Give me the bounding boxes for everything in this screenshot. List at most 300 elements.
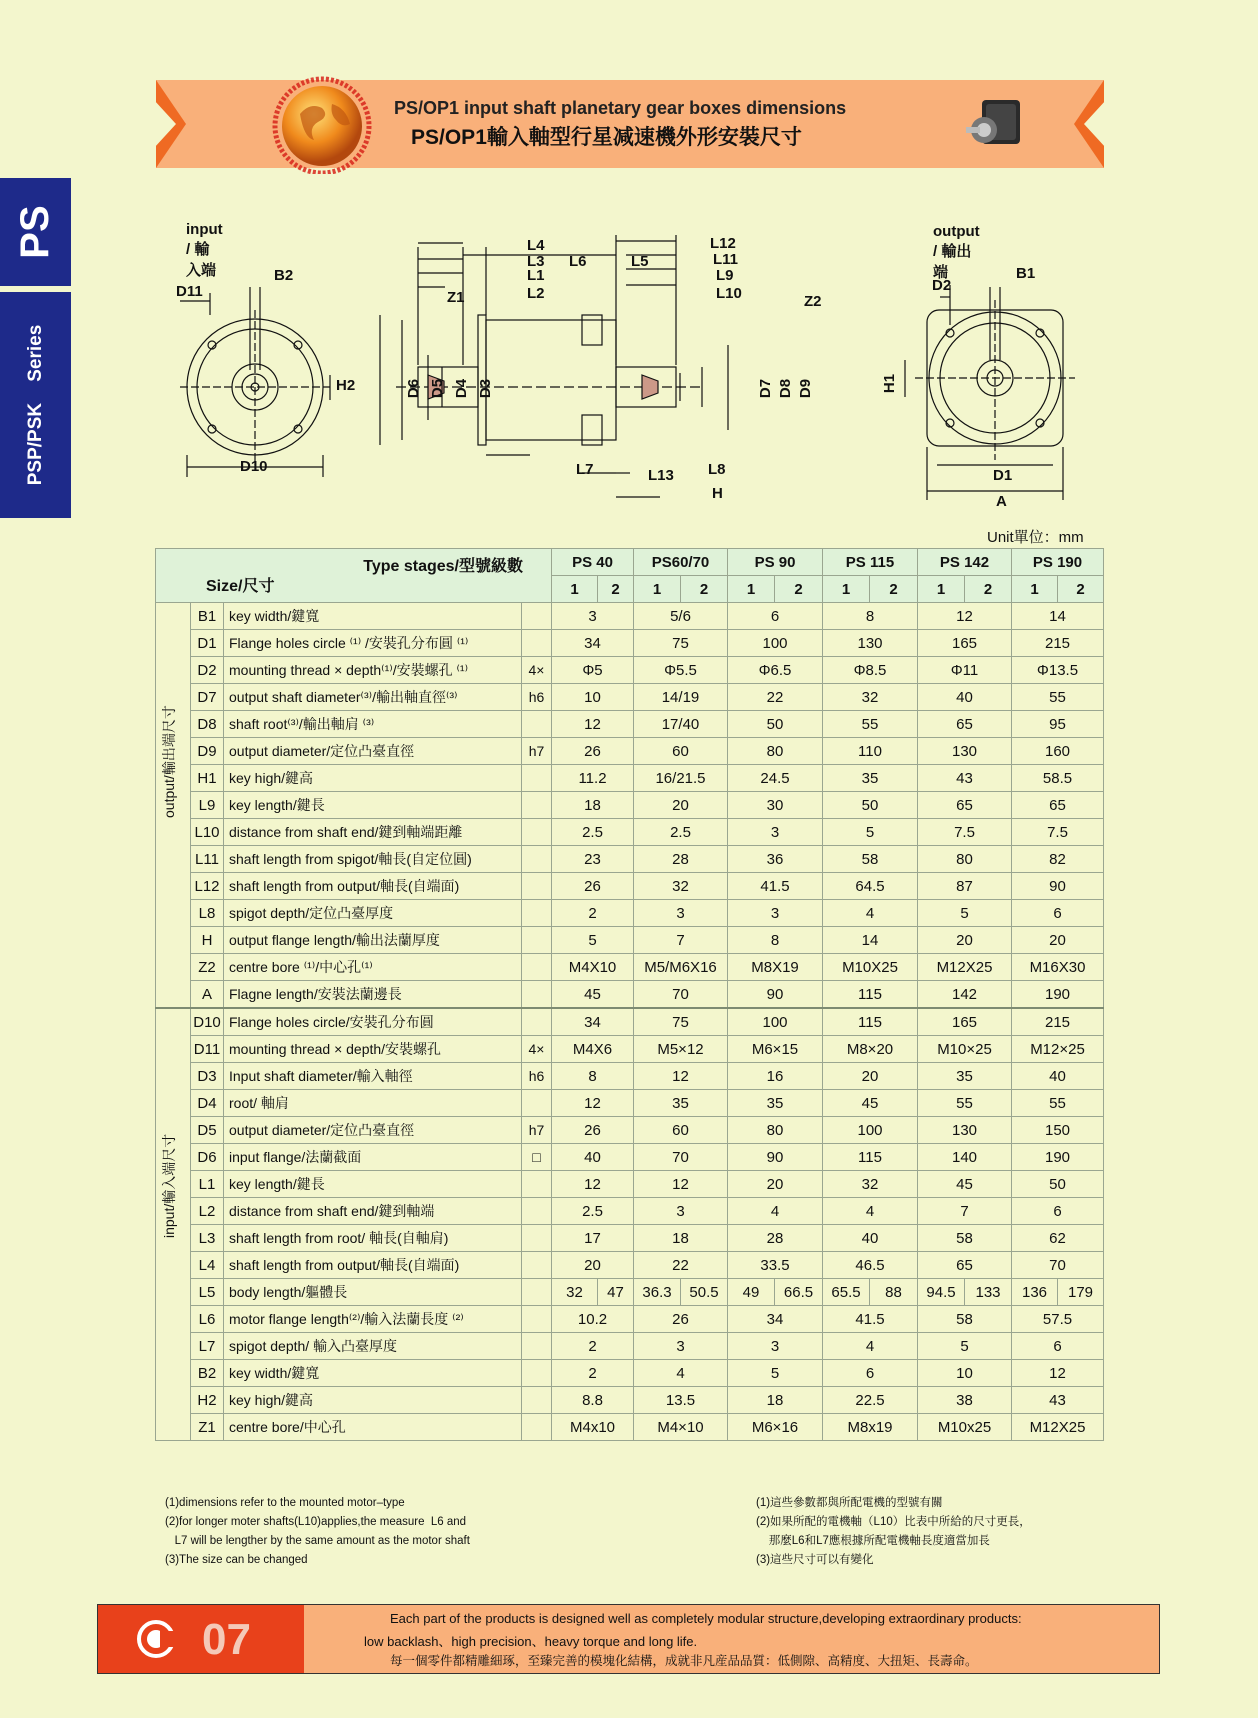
value-cell: 8 bbox=[552, 1063, 634, 1090]
label-L9: L9 bbox=[716, 267, 734, 284]
value-cell: 28 bbox=[634, 846, 728, 873]
value-cell: M10x25 bbox=[918, 1414, 1012, 1441]
value-cell: 45 bbox=[552, 981, 634, 1009]
value-cell: 34 bbox=[552, 630, 634, 657]
value-cell: 75 bbox=[634, 630, 728, 657]
value-cell: 58 bbox=[918, 1306, 1012, 1333]
row-code: L7 bbox=[191, 1333, 224, 1360]
row-code: D5 bbox=[191, 1117, 224, 1144]
value-cell: 55 bbox=[918, 1090, 1012, 1117]
stage-header: 1 bbox=[634, 576, 681, 603]
row-desc: shaft length from output/軸長(自端面) bbox=[224, 1252, 522, 1279]
label-L10: L10 bbox=[716, 285, 742, 302]
value-cell: 20 bbox=[1012, 927, 1104, 954]
label-L3: L3 bbox=[527, 253, 545, 270]
value-cell: 35 bbox=[823, 765, 918, 792]
notes-english bbox=[165, 1494, 470, 1570]
row-code: L6 bbox=[191, 1306, 224, 1333]
value-cell: 110 bbox=[823, 738, 918, 765]
value-cell: 5 bbox=[728, 1360, 823, 1387]
value-cell: 8.8 bbox=[552, 1387, 634, 1414]
table-row bbox=[156, 1306, 1104, 1333]
table-row bbox=[156, 819, 1104, 846]
value-cell: 12 bbox=[918, 603, 1012, 630]
row-mark: h7 bbox=[522, 738, 552, 765]
value-cell: 130 bbox=[918, 738, 1012, 765]
row-desc: motor flange length⁽²⁾/輸入法蘭長度 ⁽²⁾ bbox=[224, 1306, 522, 1333]
value-cell: 40 bbox=[552, 1144, 634, 1171]
value-cell: 190 bbox=[1012, 1144, 1104, 1171]
row-desc: mounting thread × depth⁽¹⁾/安裝螺孔 ⁽¹⁾ bbox=[224, 657, 522, 684]
value-cell: 28 bbox=[728, 1225, 823, 1252]
value-cell: 2 bbox=[552, 900, 634, 927]
side-tab-ps-label: PS bbox=[13, 205, 57, 259]
stage-header: 2 bbox=[598, 576, 634, 603]
value-cell: 50 bbox=[823, 792, 918, 819]
row-desc: key width/鍵寬 bbox=[224, 603, 522, 630]
row-code: Z2 bbox=[191, 954, 224, 981]
value-cell: 100 bbox=[823, 1117, 918, 1144]
value-cell: 35 bbox=[918, 1063, 1012, 1090]
stage-header: 1 bbox=[1012, 576, 1058, 603]
row-code: L4 bbox=[191, 1252, 224, 1279]
value-cell: 100 bbox=[728, 630, 823, 657]
value-cell: 22 bbox=[634, 1252, 728, 1279]
side-tab-series-label: PSP/PSK Series bbox=[24, 324, 46, 486]
value-cell: 6 bbox=[728, 603, 823, 630]
row-desc: distance from shaft end/鍵到軸端距離 bbox=[224, 819, 522, 846]
value-cell: 4 bbox=[823, 900, 918, 927]
value-cell: Φ11 bbox=[918, 657, 1012, 684]
footer-page-box bbox=[98, 1605, 304, 1673]
value-cell: Φ13.5 bbox=[1012, 657, 1104, 684]
value-cell: 3 bbox=[728, 1333, 823, 1360]
value-cell: M4x10 bbox=[552, 1414, 634, 1441]
value-cell: 26 bbox=[552, 873, 634, 900]
row-mark: h6 bbox=[522, 1063, 552, 1090]
value-cell: 3 bbox=[728, 819, 823, 846]
value-cell: 20 bbox=[634, 792, 728, 819]
value-cell: Φ8.5 bbox=[823, 657, 918, 684]
label-H1: H1 bbox=[881, 373, 899, 394]
value-cell: 7.5 bbox=[1012, 819, 1104, 846]
value-cell: 58 bbox=[823, 846, 918, 873]
value-cell: 17/40 bbox=[634, 711, 728, 738]
stage-header: 2 bbox=[870, 576, 918, 603]
value-cell: 14 bbox=[1012, 603, 1104, 630]
label-D3: D3 bbox=[477, 378, 495, 399]
table-row bbox=[156, 1171, 1104, 1198]
row-mark bbox=[522, 1387, 552, 1414]
value-cell: 34 bbox=[728, 1306, 823, 1333]
note-line: 那麼L6和L7應根據所配電機軸長度適當加長 bbox=[756, 1535, 990, 1547]
row-mark bbox=[522, 1279, 552, 1306]
row-desc: shaft length from output/軸長(自端面) bbox=[224, 873, 522, 900]
type-stages-header: Type stages/型號級數 bbox=[363, 558, 523, 575]
row-code: D7 bbox=[191, 684, 224, 711]
table-row bbox=[156, 846, 1104, 873]
row-mark bbox=[522, 1008, 552, 1036]
model-header: PS 115 bbox=[823, 549, 918, 576]
label-D5: D5 bbox=[429, 378, 447, 399]
row-mark bbox=[522, 603, 552, 630]
value-cell: 14 bbox=[823, 927, 918, 954]
table-row bbox=[156, 1117, 1104, 1144]
value-cell: 35 bbox=[634, 1090, 728, 1117]
value-cell: 40 bbox=[823, 1225, 918, 1252]
value-cell: 22 bbox=[728, 684, 823, 711]
row-code: L2 bbox=[191, 1198, 224, 1225]
side-tab-ps bbox=[0, 178, 71, 286]
value-cell: 2.5 bbox=[634, 819, 728, 846]
row-code: L9 bbox=[191, 792, 224, 819]
value-cell: 18 bbox=[552, 792, 634, 819]
footer-line-2: low backlash、high precision、heavy torque and long life. bbox=[364, 1634, 698, 1649]
row-desc: shaft root⁽³⁾/輸出軸肩 ⁽³⁾ bbox=[224, 711, 522, 738]
row-mark: □ bbox=[522, 1144, 552, 1171]
table-corner-header bbox=[156, 549, 552, 603]
value-cell: 17 bbox=[552, 1225, 634, 1252]
value-cell: 7.5 bbox=[918, 819, 1012, 846]
row-mark: h6 bbox=[522, 684, 552, 711]
value-cell: 82 bbox=[1012, 846, 1104, 873]
value-cell: 136 bbox=[1012, 1279, 1058, 1306]
value-cell: 165 bbox=[918, 630, 1012, 657]
table-row bbox=[156, 1036, 1104, 1063]
label-L6: L6 bbox=[569, 253, 587, 270]
label-D1: D1 bbox=[993, 467, 1013, 484]
output-end-label: output / 輸出端 bbox=[933, 223, 980, 281]
value-cell: 22.5 bbox=[823, 1387, 918, 1414]
value-cell: 20 bbox=[552, 1252, 634, 1279]
value-cell: 3 bbox=[634, 900, 728, 927]
value-cell: 13.5 bbox=[634, 1387, 728, 1414]
value-cell: 142 bbox=[918, 981, 1012, 1009]
value-cell: 60 bbox=[634, 738, 728, 765]
row-code: L3 bbox=[191, 1225, 224, 1252]
row-desc: shaft length from root/ 軸長(自軸肩) bbox=[224, 1225, 522, 1252]
value-cell: 66.5 bbox=[775, 1279, 823, 1306]
label-Z2: Z2 bbox=[804, 293, 822, 310]
row-mark bbox=[522, 1333, 552, 1360]
value-cell: 58.5 bbox=[1012, 765, 1104, 792]
value-cell: 5 bbox=[918, 900, 1012, 927]
label-D10: D10 bbox=[240, 458, 268, 475]
value-cell: 55 bbox=[823, 711, 918, 738]
value-cell: 115 bbox=[823, 1008, 918, 1036]
value-cell: 179 bbox=[1058, 1279, 1104, 1306]
row-desc: spigot depth/ 輸入凸臺厚度 bbox=[224, 1333, 522, 1360]
value-cell: 49 bbox=[728, 1279, 775, 1306]
group-label-text: output/輸出端尺寸 bbox=[161, 705, 177, 818]
banner-left-notch bbox=[154, 100, 176, 148]
label-L11: L11 bbox=[713, 251, 739, 268]
value-cell: 133 bbox=[965, 1279, 1012, 1306]
row-desc: output diameter/定位凸臺直徑 bbox=[224, 1117, 522, 1144]
note-line: (2)for longer moter shafts(L10)applies,the measure L6 and bbox=[165, 1516, 467, 1528]
label-L12: L12 bbox=[710, 235, 736, 252]
table-row bbox=[156, 738, 1104, 765]
unit-label: Unit單位：mm bbox=[987, 529, 1084, 546]
value-cell: 12 bbox=[552, 1090, 634, 1117]
row-desc: key high/鍵高 bbox=[224, 1387, 522, 1414]
table-row bbox=[156, 1008, 1104, 1036]
model-header: PS 40 bbox=[552, 549, 634, 576]
value-cell: M10×25 bbox=[918, 1036, 1012, 1063]
title-en: PS/OP1 input shaft planetary gear boxes dimensions bbox=[394, 98, 847, 118]
value-cell: 12 bbox=[552, 711, 634, 738]
group-label bbox=[156, 603, 191, 1009]
value-cell: 23 bbox=[552, 846, 634, 873]
row-mark bbox=[522, 1306, 552, 1333]
table-row bbox=[156, 900, 1104, 927]
note-line: (1)這些參數都與所配電機的型號有關 bbox=[756, 1497, 943, 1509]
row-mark bbox=[522, 792, 552, 819]
value-cell: 5 bbox=[552, 927, 634, 954]
row-code: D6 bbox=[191, 1144, 224, 1171]
note-line: (3)The size can be changed bbox=[165, 1554, 308, 1566]
row-mark bbox=[522, 873, 552, 900]
label-B2: B2 bbox=[274, 267, 294, 284]
value-cell: 46.5 bbox=[823, 1252, 918, 1279]
label-D11: D11 bbox=[176, 283, 203, 300]
row-code: Z1 bbox=[191, 1414, 224, 1441]
value-cell: 57.5 bbox=[1012, 1306, 1104, 1333]
row-mark bbox=[522, 927, 552, 954]
value-cell: 10.2 bbox=[552, 1306, 634, 1333]
value-cell: Φ5.5 bbox=[634, 657, 728, 684]
title-zh: PS/OP1輸入軸型行星减速機外形安裝尺寸 bbox=[411, 126, 802, 149]
value-cell: 65 bbox=[918, 711, 1012, 738]
value-cell: 4 bbox=[823, 1333, 918, 1360]
row-mark bbox=[522, 1225, 552, 1252]
side-tab-series bbox=[0, 292, 71, 518]
value-cell: 32 bbox=[823, 1171, 918, 1198]
table-row bbox=[156, 603, 1104, 630]
group-label-text: input/輸入端尺寸 bbox=[161, 1133, 177, 1238]
dimension-table bbox=[155, 548, 1104, 1441]
value-cell: 6 bbox=[1012, 1198, 1104, 1225]
row-mark bbox=[522, 711, 552, 738]
row-desc: shaft length from spigot/軸長(自定位圓) bbox=[224, 846, 522, 873]
value-cell: 100 bbox=[728, 1008, 823, 1036]
value-cell: 26 bbox=[552, 1117, 634, 1144]
value-cell: 26 bbox=[552, 738, 634, 765]
value-cell: 41.5 bbox=[823, 1306, 918, 1333]
value-cell: 12 bbox=[634, 1063, 728, 1090]
row-mark bbox=[522, 1360, 552, 1387]
note-line: (2)如果所配的電機軸（L10）比表中所給的尺寸更長， bbox=[756, 1516, 1031, 1528]
label-L1: L1 bbox=[527, 267, 545, 284]
label-H2: H2 bbox=[336, 377, 356, 394]
stage-header: 1 bbox=[823, 576, 870, 603]
table-row bbox=[156, 1360, 1104, 1387]
label-D4: D4 bbox=[453, 378, 471, 399]
value-cell: 58 bbox=[918, 1225, 1012, 1252]
value-cell: 4 bbox=[634, 1360, 728, 1387]
row-code: H bbox=[191, 927, 224, 954]
row-code: A bbox=[191, 981, 224, 1009]
value-cell: 16 bbox=[728, 1063, 823, 1090]
stage-header: 2 bbox=[965, 576, 1012, 603]
value-cell: 80 bbox=[728, 1117, 823, 1144]
row-desc: key length/鍵長 bbox=[224, 1171, 522, 1198]
label-L7: L7 bbox=[576, 461, 594, 478]
value-cell: 7 bbox=[634, 927, 728, 954]
value-cell: 3 bbox=[552, 603, 634, 630]
row-mark bbox=[522, 1090, 552, 1117]
row-code: D10 bbox=[191, 1008, 224, 1036]
value-cell: 65 bbox=[918, 1252, 1012, 1279]
value-cell: 5/6 bbox=[634, 603, 728, 630]
value-cell: 6 bbox=[1012, 900, 1104, 927]
value-cell: 60 bbox=[634, 1117, 728, 1144]
row-code: B1 bbox=[191, 603, 224, 630]
value-cell: M5/M6X16 bbox=[634, 954, 728, 981]
row-mark bbox=[522, 900, 552, 927]
table-row bbox=[156, 657, 1104, 684]
row-desc: distance from shaft end/鍵到軸端 bbox=[224, 1198, 522, 1225]
row-code: L5 bbox=[191, 1279, 224, 1306]
table-row bbox=[156, 684, 1104, 711]
company-logo-icon bbox=[136, 1619, 176, 1659]
stage-header: 2 bbox=[775, 576, 823, 603]
value-cell: M6×15 bbox=[728, 1036, 823, 1063]
value-cell: M8X19 bbox=[728, 954, 823, 981]
row-code: D9 bbox=[191, 738, 224, 765]
value-cell: M12X25 bbox=[918, 954, 1012, 981]
value-cell: 3 bbox=[728, 900, 823, 927]
row-code: B2 bbox=[191, 1360, 224, 1387]
label-D9: D9 bbox=[797, 378, 815, 399]
row-desc: centre bore/中心孔 bbox=[224, 1414, 522, 1441]
table-row bbox=[156, 1090, 1104, 1117]
value-cell: 50 bbox=[1012, 1171, 1104, 1198]
value-cell: 12 bbox=[634, 1171, 728, 1198]
table-row bbox=[156, 792, 1104, 819]
value-cell: M6×16 bbox=[728, 1414, 823, 1441]
value-cell: 26 bbox=[634, 1306, 728, 1333]
value-cell: 130 bbox=[918, 1117, 1012, 1144]
value-cell: 45 bbox=[918, 1171, 1012, 1198]
value-cell: 2.5 bbox=[552, 819, 634, 846]
input-end-label: input / 輸入端 bbox=[186, 221, 223, 279]
page-number: 07 bbox=[202, 1615, 251, 1664]
group-label bbox=[156, 1008, 191, 1441]
stage-header: 2 bbox=[681, 576, 728, 603]
value-cell: 150 bbox=[1012, 1117, 1104, 1144]
row-desc: output flange length/輸出法蘭厚度 bbox=[224, 927, 522, 954]
value-cell: 50.5 bbox=[681, 1279, 728, 1306]
row-desc: root/ 軸肩 bbox=[224, 1090, 522, 1117]
footer-banner bbox=[97, 1604, 1160, 1674]
row-desc: key high/鍵高 bbox=[224, 765, 522, 792]
value-cell: 36.3 bbox=[634, 1279, 681, 1306]
row-mark bbox=[522, 954, 552, 981]
row-code: D3 bbox=[191, 1063, 224, 1090]
label-B1: B1 bbox=[1016, 265, 1036, 282]
value-cell: 160 bbox=[1012, 738, 1104, 765]
row-mark bbox=[522, 1171, 552, 1198]
table-row bbox=[156, 1252, 1104, 1279]
label-H: H bbox=[712, 485, 723, 502]
row-desc: Input shaft diameter/輸入軸徑 bbox=[224, 1063, 522, 1090]
notes-chinese bbox=[756, 1494, 1031, 1570]
value-cell: 20 bbox=[823, 1063, 918, 1090]
model-header: PS 90 bbox=[728, 549, 823, 576]
value-cell: 30 bbox=[728, 792, 823, 819]
table-row bbox=[156, 873, 1104, 900]
row-desc: Flange holes circle ⁽¹⁾ /安裝孔分布圓 ⁽¹⁾ bbox=[224, 630, 522, 657]
row-desc: output shaft diameter⁽³⁾/輸出軸直徑⁽³⁾ bbox=[224, 684, 522, 711]
label-L13: L13 bbox=[648, 467, 674, 484]
label-L8: L8 bbox=[708, 461, 726, 478]
value-cell: 5 bbox=[823, 819, 918, 846]
footer-line-1: Each part of the products is designed well as completely modular structure,developing extraordinary products: bbox=[390, 1611, 1022, 1626]
table-row bbox=[156, 1414, 1104, 1441]
row-code: D4 bbox=[191, 1090, 224, 1117]
row-desc: body length/軀體長 bbox=[224, 1279, 522, 1306]
row-mark: 4× bbox=[522, 1036, 552, 1063]
row-desc: key width/鍵寬 bbox=[224, 1360, 522, 1387]
stage-header: 1 bbox=[918, 576, 965, 603]
value-cell: 90 bbox=[728, 981, 823, 1009]
label-A: A bbox=[996, 493, 1007, 510]
value-cell: 130 bbox=[823, 630, 918, 657]
row-desc: Flange holes circle/安裝孔分布圓 bbox=[224, 1008, 522, 1036]
value-cell: 115 bbox=[823, 1144, 918, 1171]
value-cell: 3 bbox=[634, 1198, 728, 1225]
value-cell: 47 bbox=[598, 1279, 634, 1306]
row-code: L12 bbox=[191, 873, 224, 900]
stage-header: 1 bbox=[552, 576, 598, 603]
value-cell: 8 bbox=[823, 603, 918, 630]
stage-header: 2 bbox=[1058, 576, 1104, 603]
value-cell: M4X6 bbox=[552, 1036, 634, 1063]
row-code: L1 bbox=[191, 1171, 224, 1198]
value-cell: 90 bbox=[1012, 873, 1104, 900]
value-cell: 12 bbox=[552, 1171, 634, 1198]
row-code: L11 bbox=[191, 846, 224, 873]
model-header: PS60/70 bbox=[634, 549, 728, 576]
row-mark bbox=[522, 846, 552, 873]
table-row bbox=[156, 1063, 1104, 1090]
label-D8: D8 bbox=[777, 378, 795, 399]
value-cell: 215 bbox=[1012, 630, 1104, 657]
value-cell: 215 bbox=[1012, 1008, 1104, 1036]
value-cell: 64.5 bbox=[823, 873, 918, 900]
value-cell: 70 bbox=[634, 981, 728, 1009]
label-L2: L2 bbox=[527, 285, 545, 302]
value-cell: 94.5 bbox=[918, 1279, 965, 1306]
value-cell: 55 bbox=[1012, 1090, 1104, 1117]
value-cell: 6 bbox=[1012, 1333, 1104, 1360]
row-code: L10 bbox=[191, 819, 224, 846]
stage-header: 1 bbox=[728, 576, 775, 603]
value-cell: 95 bbox=[1012, 711, 1104, 738]
value-cell: 87 bbox=[918, 873, 1012, 900]
value-cell: 10 bbox=[918, 1360, 1012, 1387]
banner-right-notch bbox=[1084, 100, 1106, 148]
size-header: Size/尺寸 bbox=[206, 578, 275, 595]
value-cell: 32 bbox=[634, 873, 728, 900]
value-cell: 2 bbox=[552, 1333, 634, 1360]
row-desc: key length/鍵長 bbox=[224, 792, 522, 819]
value-cell: 55 bbox=[1012, 684, 1104, 711]
row-mark bbox=[522, 1252, 552, 1279]
row-code: D1 bbox=[191, 630, 224, 657]
value-cell: 7 bbox=[918, 1198, 1012, 1225]
